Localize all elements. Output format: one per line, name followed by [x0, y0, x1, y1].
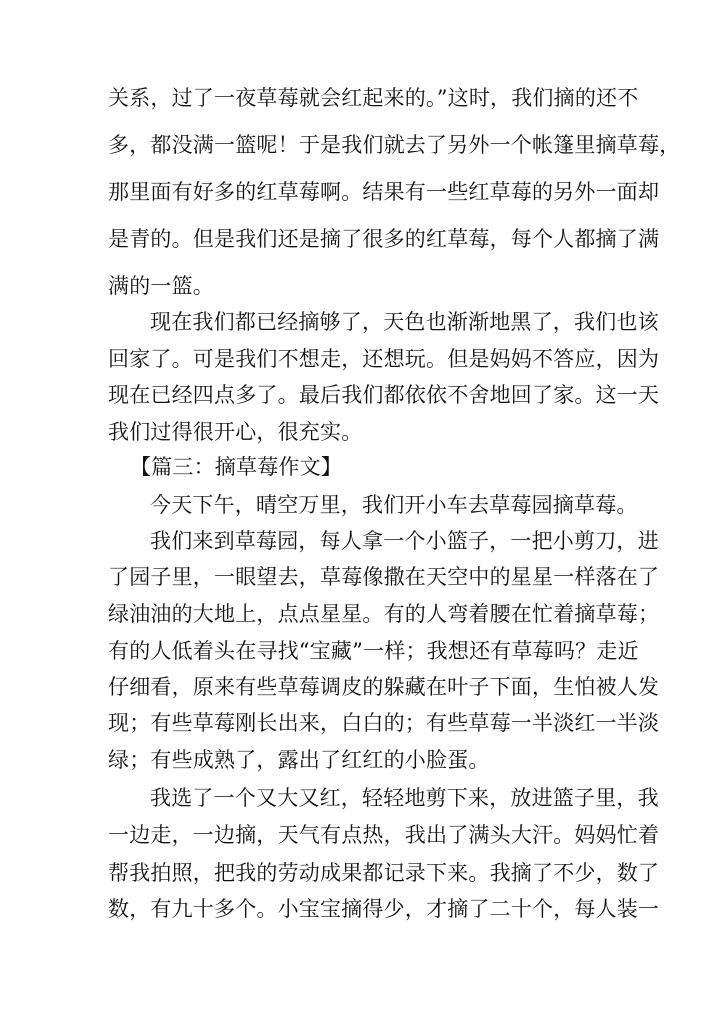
text-line: 了园子里，一眼望去，草莓像撒在天空中的星星一样落在了: [108, 565, 660, 589]
text-line: 满的一篮。: [108, 274, 214, 298]
text-line: 关系，过了一夜草莓就会红起来的。”这时，我们摘的还不: [108, 86, 639, 110]
text-line: 现在我们都已经摘够了，天色也渐渐地黑了，我们也该: [150, 310, 659, 334]
text-line: 数，有九十多个。小宝宝摘得少，才摘了二十个，每人装一: [108, 897, 660, 921]
text-line: 是青的。但是我们还是摘了很多的红草莓，每个人都摘了满: [108, 227, 660, 251]
text-line: 绿油油的大地上，点点星星。有的人弯着腰在忙着摘草莓；: [108, 602, 660, 626]
text-line: 那里面有好多的红草莓啊。结果有一些红草莓的另外一面却: [108, 180, 660, 204]
text-line: 现在已经四点多了。最后我们都依依不舍地回了家。这一天: [108, 383, 660, 407]
text-line: 我们来到草莓园，每人拿一个小篮子，一把小剪刀，进: [150, 529, 659, 553]
text-line: 绿；有些成熟了，露出了红红的小脸蛋。: [108, 748, 490, 772]
text-line: 我们过得很开心，很充实。: [108, 420, 363, 444]
text-line: 多，都没满一篮呢！于是我们就去了另外一个帐篷里摘草莓，: [108, 133, 681, 157]
text-line: 今天下午，晴空万里，我们开小车去草莓园摘草莓。: [150, 493, 638, 517]
text-line: 现；有些草莓刚长出来，白白的；有些草莓一半淡红一半淡: [108, 711, 660, 735]
text-line: 我选了一个又大又红，轻轻地剪下来，放进篮子里，我: [150, 786, 659, 810]
section-heading: 【篇三：摘草莓作文】: [130, 455, 342, 479]
text-line: 一边走，一边摘，天气有点热，我出了满头大汗。妈妈忙着: [108, 823, 660, 847]
text-line: 仔细看，原来有些草莓调皮的躲藏在叶子下面，生怕被人发: [108, 675, 660, 699]
text-line: 有的人低着头在寻找“宝藏”一样；我想还有草莓吗？走近: [108, 639, 639, 663]
text-line: 帮我拍照，把我的劳动成果都记录下来。我摘了不少，数了: [108, 861, 660, 885]
text-line: 回家了。可是我们不想走，还想玩。但是妈妈不答应，因为: [108, 347, 660, 371]
